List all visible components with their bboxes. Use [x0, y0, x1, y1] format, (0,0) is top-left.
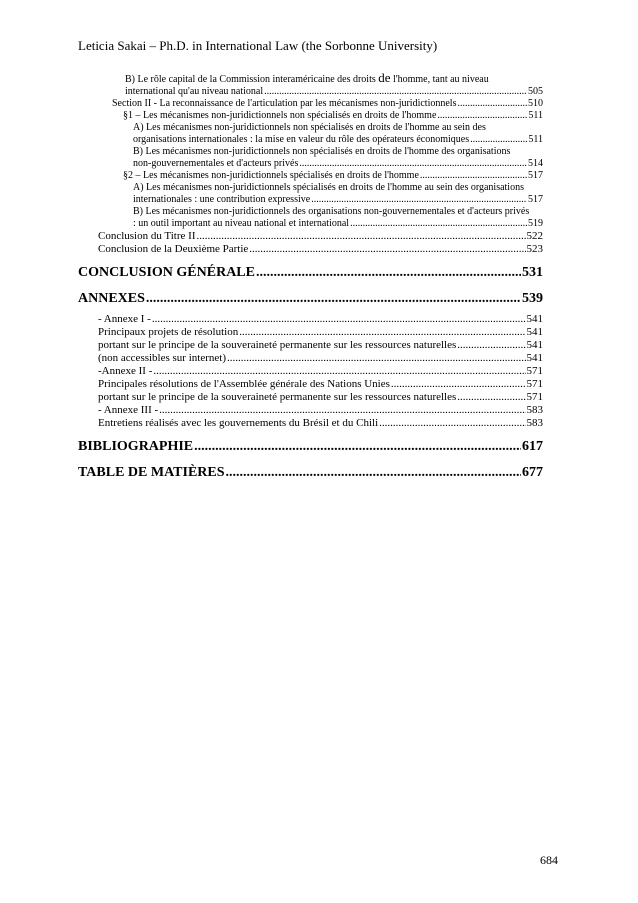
- dot-leader: [299, 158, 527, 170]
- page-ref: 514: [528, 158, 543, 169]
- dot-leader: [226, 464, 521, 482]
- page-ref: 519: [528, 218, 543, 229]
- annex-item[interactable]: portant sur le principe de la souveraineté permanente sur les ressources naturelles ..... 571: [78, 391, 543, 404]
- toc-entry-p1-a-cont[interactable]: organisations internationales : la mise en valeur du rôle des opérateurs économiques ..... 511: [78, 134, 543, 146]
- page-ref: 505: [528, 86, 543, 97]
- page-ref: 511: [528, 134, 543, 145]
- toc-entry-p2-a-cont[interactable]: internationales : une contribution expressive ..... 517: [78, 194, 543, 206]
- dot-leader: [457, 339, 525, 352]
- annex-item[interactable]: - Annexe III - ..... 583: [78, 404, 543, 417]
- dot-leader: [196, 230, 525, 243]
- toc-entry-p1-b: B) Les mécanismes non-juridictionnels non spécialisés en droits de l'homme des organisations: [133, 146, 511, 157]
- toc-entry-paragraph-1[interactable]: §1 – Les mécanismes non-juridictionnels non spécialisés en droits de l'homme ..... 511: [78, 110, 543, 122]
- dot-leader: [194, 438, 521, 456]
- page-ref: 541: [526, 352, 543, 364]
- dot-leader: [153, 365, 525, 378]
- dot-leader: [457, 98, 527, 110]
- toc-entry-p1-a: A) Les mécanismes non-juridictionnels non spécialisés en droits de l'homme au sein des: [133, 122, 486, 133]
- toc-entry-conclusion-deuxieme-partie[interactable]: Conclusion de la Deuxième Partie ..... 523: [78, 243, 543, 256]
- annex-item[interactable]: (non accessibles sur internet) ..... 541: [78, 352, 543, 365]
- toc-entry-conclusion-generale[interactable]: CONCLUSION GÉNÉRALE ..... 531: [78, 264, 543, 282]
- page-ref: 571: [526, 391, 543, 403]
- dot-leader: [249, 243, 525, 256]
- toc-entry-annexes[interactable]: ANNEXES ..... 539: [78, 290, 543, 308]
- dot-leader: [264, 86, 527, 98]
- page-ref: 523: [526, 243, 543, 255]
- toc-entry-bibliographie[interactable]: BIBLIOGRAPHIE ..... 617: [78, 438, 543, 456]
- annex-item[interactable]: Principales résolutions de l'Assemblée générale des Nations Unies ..... 571: [78, 378, 543, 391]
- toc-entry-paragraph-2[interactable]: §2 – Les mécanismes non-juridictionnels spécialisés en droits de l'homme ..... 517: [78, 170, 543, 182]
- dot-leader: [159, 404, 525, 417]
- annex-item[interactable]: Principaux projets de résolution ..... 541: [78, 326, 543, 339]
- toc-entry-section-2[interactable]: Section II - La reconnaissance de l'articulation par les mécanismes non-juridictionnels ..... 510: [78, 98, 543, 110]
- page-number: 684: [540, 853, 558, 867]
- toc-entry-table-de-matieres[interactable]: TABLE DE MATIÈRES ..... 677: [78, 464, 543, 482]
- page-ref: 517: [528, 170, 543, 181]
- dot-leader: [227, 352, 526, 365]
- page-ref: 541: [526, 339, 543, 351]
- toc-entry-p2-b: B) Les mécanismes non-juridictionnels des organisations non-gouvernementales et d'acteurs privés: [133, 206, 530, 217]
- page-ref: 522: [526, 230, 543, 242]
- dot-leader: [420, 170, 527, 182]
- page-ref: 531: [522, 265, 543, 280]
- page-ref: 617: [522, 439, 543, 454]
- annex-item[interactable]: -Annexe II - ..... 571: [78, 365, 543, 378]
- annex-list: [78, 313, 543, 430]
- dot-leader: [437, 110, 527, 122]
- page-ref: 541: [526, 326, 543, 338]
- annex-item[interactable]: Entretiens réalisés avec les gouvernements du Brésil et du Chili ..... 583: [78, 417, 543, 430]
- dot-leader: [146, 290, 521, 308]
- toc-entry-b-commission: B) Le rôle capital de la Commission interaméricaine des droits de l'homme, tant au niveau: [125, 70, 489, 85]
- dot-leader: [256, 264, 521, 282]
- running-header: Leticia Sakai – Ph.D. in International Law (the Sorbonne University): [78, 38, 438, 53]
- dot-leader: [152, 313, 526, 326]
- page-ref: 583: [526, 404, 543, 416]
- page-ref: 571: [526, 378, 543, 390]
- annex-item[interactable]: portant sur le principe de la souveraineté permanente sur les ressources naturelles ..... 541: [78, 339, 543, 352]
- page-ref: 510: [528, 98, 543, 109]
- toc-entry-p2-a: A) Les mécanismes non-juridictionnels spécialisés en droits de l'homme au sein des organisations: [133, 182, 524, 193]
- dot-leader: [311, 194, 527, 206]
- page-ref: 583: [526, 417, 543, 429]
- page-ref: 511: [528, 110, 543, 121]
- dot-leader: [391, 378, 526, 391]
- page-ref: 677: [522, 465, 543, 480]
- page-ref: 571: [526, 365, 543, 377]
- annex-item[interactable]: - Annexe I - ..... 541: [78, 313, 543, 326]
- dot-leader: [470, 134, 527, 146]
- toc-entry-p2-b-cont[interactable]: : un outil important au niveau national et international ..... 519: [78, 218, 543, 230]
- dot-leader: [457, 391, 525, 404]
- toc-entry-conclusion-titre-2[interactable]: Conclusion du Titre II ..... 522: [78, 230, 543, 243]
- dot-leader: [350, 218, 527, 230]
- page-ref: 539: [522, 291, 543, 306]
- dot-leader: [239, 326, 525, 339]
- table-of-contents: [78, 72, 543, 482]
- toc-entry-b-commission-cont[interactable]: international qu'au niveau national ..... 505: [78, 86, 543, 98]
- dot-leader: [379, 417, 525, 430]
- page-ref: 541: [526, 313, 543, 325]
- page-ref: 517: [528, 194, 543, 205]
- toc-entry-p1-b-cont[interactable]: non-gouvernementales et d'acteurs privés ..... 514: [78, 158, 543, 170]
